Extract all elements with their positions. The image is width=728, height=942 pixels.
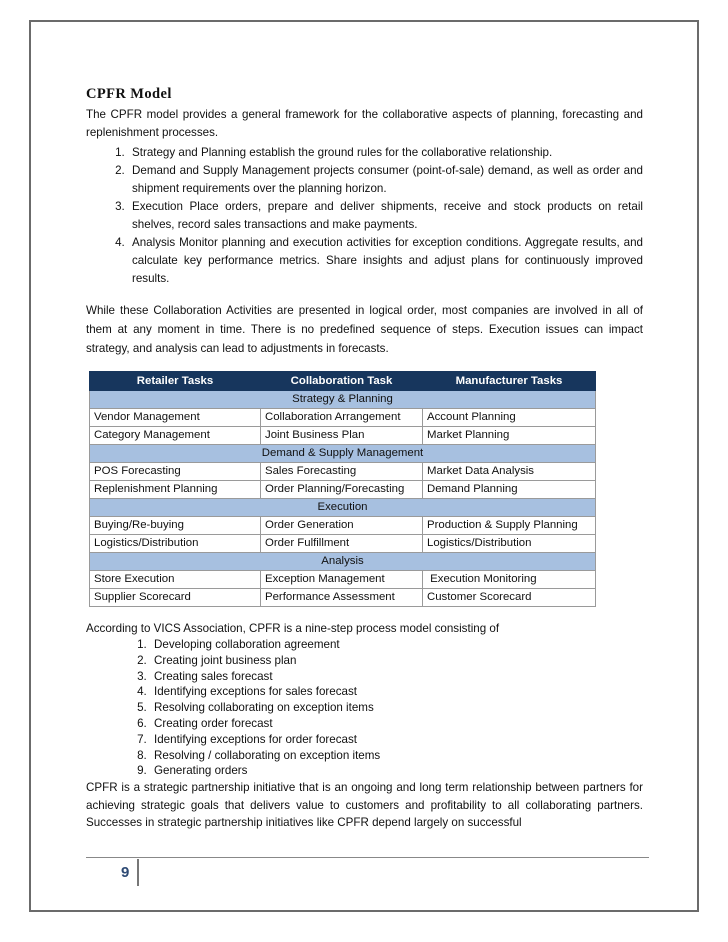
table-header-row	[90, 372, 596, 391]
table-cell: Performance Assessment	[261, 589, 423, 607]
list-item: 4. Analysis Monitor planning and execution activities for exception conditions. Aggregate results, and calculate key performance metrics. Share insights and adjust plans for continuously improved results.	[128, 234, 643, 288]
list-item: 8. Resolving / collaborating on exception items	[150, 748, 643, 764]
list-item: 4. Identifying exceptions for sales forecast	[150, 684, 643, 700]
list-item: 5. Resolving collaborating on exception items	[150, 700, 643, 716]
section-title: Analysis	[90, 553, 596, 571]
header-manufacturer-tasks: Manufacturer Tasks	[423, 372, 596, 391]
header-collaboration-task: Collaboration Task	[261, 372, 423, 391]
cpfr-task-table	[89, 371, 596, 607]
table-cell: Exception Management	[261, 571, 423, 589]
page-number-separator	[137, 859, 139, 886]
table-cell: Buying/Re-buying	[90, 517, 261, 535]
list-item: 1. Strategy and Planning establish the ground rules for the collaborative relationship.	[128, 144, 643, 162]
page-content	[86, 84, 643, 832]
activities-paragraph: While these Collaboration Activities are presented in logical order, most companies are involved in all of them at any moment in time. There is no predefined sequence of steps. Execution issues can impact strategy, and analysis can lead to adjustments in forecasts.	[86, 304, 643, 355]
table-cell: Collaboration Arrangement	[261, 409, 423, 427]
table-cell: Order Fulfillment	[261, 535, 423, 553]
table-cell: Account Planning	[423, 409, 596, 427]
header-retailer-tasks: Retailer Tasks	[90, 372, 261, 391]
list-item: 3. Creating sales forecast	[150, 669, 643, 685]
table-cell: Joint Business Plan	[261, 427, 423, 445]
page-number: 9	[121, 864, 130, 881]
section-heading: CPFR Model	[86, 86, 172, 102]
list-item: 6. Creating order forecast	[150, 716, 643, 732]
table-row	[90, 571, 596, 589]
table-cell: Production & Supply Planning	[423, 517, 596, 535]
table-cell: Order Planning/Forecasting	[261, 481, 423, 499]
list-item: 2. Demand and Supply Management projects consumer (point-of-sale) demand, as well as order and shipment requirements over the planning horizon.	[128, 162, 643, 198]
list-item: 2. Creating joint business plan	[150, 653, 643, 669]
table-cell: Execution Monitoring	[423, 571, 596, 589]
table-row	[90, 463, 596, 481]
table-cell: Vendor Management	[90, 409, 261, 427]
table-cell: Logistics/Distribution	[90, 535, 261, 553]
section-title: Execution	[90, 499, 596, 517]
table-row	[90, 427, 596, 445]
list-item: 7. Identifying exceptions for order forecast	[150, 732, 643, 748]
table-cell: Store Execution	[90, 571, 261, 589]
table-cell: Supplier Scorecard	[90, 589, 261, 607]
table-section-row	[90, 445, 596, 463]
model-list	[86, 144, 643, 288]
table-cell: Customer Scorecard	[423, 589, 596, 607]
table-section-row	[90, 391, 596, 409]
table-cell: Market Data Analysis	[423, 463, 596, 481]
list-item: 1. Developing collaboration agreement	[150, 637, 643, 653]
table-section-row	[90, 499, 596, 517]
intro-paragraph: The CPFR model provides a general framework for the collaborative aspects of planning, forecasting and replenishment processes.	[86, 108, 643, 139]
table-cell: Logistics/Distribution	[423, 535, 596, 553]
list-item: 9. Generating orders	[150, 763, 643, 779]
table-cell: POS Forecasting	[90, 463, 261, 481]
nine-step-list	[86, 637, 643, 779]
table-row	[90, 409, 596, 427]
table-cell: Replenishment Planning	[90, 481, 261, 499]
table-cell: Sales Forecasting	[261, 463, 423, 481]
table-cell: Category Management	[90, 427, 261, 445]
section-title: Strategy & Planning	[90, 391, 596, 409]
vics-intro: According to VICS Association, CPFR is a nine-step process model consisting of	[86, 622, 500, 635]
table-cell: Market Planning	[423, 427, 596, 445]
table-section-row	[90, 553, 596, 571]
list-item: 3. Execution Place orders, prepare and deliver shipments, receive and stock products on retail shelves, record sales transactions and make payments.	[128, 198, 643, 234]
closing-paragraph: CPFR is a strategic partnership initiative that is an ongoing and long term relationship between partners for achieving strategic goals that delivers value to customers and profitability to all collaborating partners. Successes in strategic partnership initiatives like CPFR depend largely on successful	[86, 781, 643, 830]
table-row	[90, 535, 596, 553]
table-row	[90, 517, 596, 535]
table-row	[90, 589, 596, 607]
footer-divider	[86, 857, 649, 858]
table-cell: Demand Planning	[423, 481, 596, 499]
table-cell: Order Generation	[261, 517, 423, 535]
section-title: Demand & Supply Management	[90, 445, 596, 463]
table-row	[90, 481, 596, 499]
